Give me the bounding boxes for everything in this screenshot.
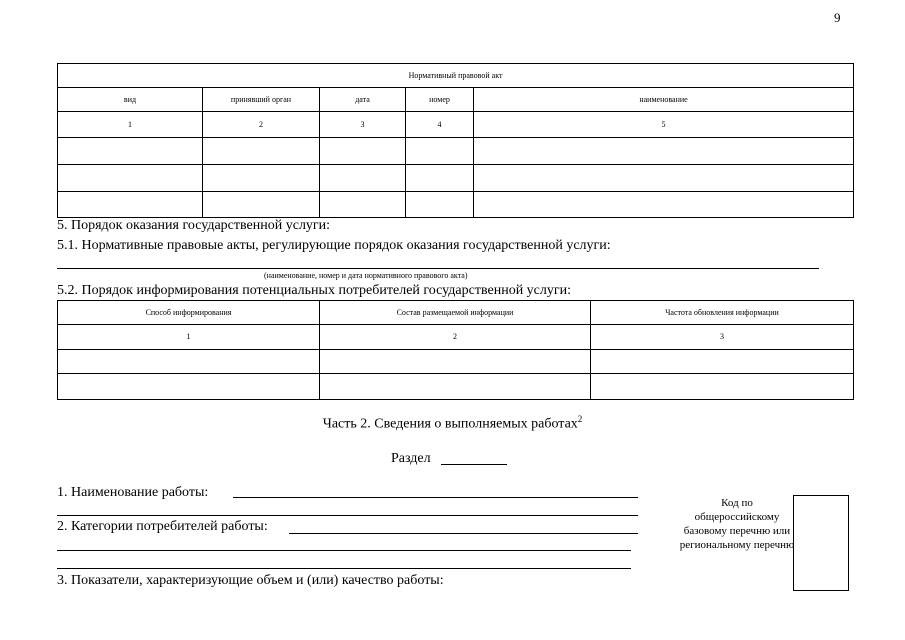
section-label: Раздел bbox=[391, 451, 431, 466]
empty-cell bbox=[474, 192, 854, 218]
code-label: Код по общероссийскому базовому перечню или региональному перечню bbox=[679, 497, 795, 551]
work-indicators-label: 3. Показатели, характеризующие объем и (или) качество работы: bbox=[57, 573, 444, 588]
section-5-2-text: 5.2. Порядок информирования потенциальных потребителей государственной услуги: bbox=[57, 283, 572, 298]
information-table bbox=[57, 300, 854, 400]
table-title: Нормативный правовой акт bbox=[58, 64, 854, 88]
column-number-row bbox=[58, 325, 854, 350]
section-5-1-text: 5.1. Нормативные правовые акты, регулирующие порядок оказания государственной услуги: bbox=[57, 238, 611, 253]
empty-cell bbox=[406, 165, 474, 192]
empty-cell bbox=[58, 350, 320, 374]
column-header: номер bbox=[406, 88, 474, 112]
column-number: 1 bbox=[58, 325, 320, 350]
table-header-row bbox=[58, 301, 854, 325]
table-title-row bbox=[58, 64, 854, 88]
empty-cell bbox=[591, 350, 854, 374]
table-row bbox=[58, 192, 854, 218]
empty-cell bbox=[591, 374, 854, 400]
column-header: вид bbox=[58, 88, 203, 112]
empty-cell bbox=[320, 192, 406, 218]
page-number: 9 bbox=[834, 10, 841, 25]
column-number: 4 bbox=[406, 112, 474, 138]
empty-cell bbox=[320, 374, 591, 400]
work-name-label: 1. Наименование работы: bbox=[57, 485, 209, 500]
table-row bbox=[58, 138, 854, 165]
section-number-line bbox=[441, 464, 507, 465]
empty-cell bbox=[58, 374, 320, 400]
work-consumers-label: 2. Категории потребителей работы: bbox=[57, 519, 268, 534]
table-row bbox=[58, 350, 854, 374]
table-row bbox=[58, 374, 854, 400]
column-header: наименование bbox=[474, 88, 854, 112]
field-caption: (наименование, номер и дата нормативного правового акта) bbox=[264, 271, 468, 280]
column-number: 3 bbox=[320, 112, 406, 138]
empty-cell bbox=[320, 165, 406, 192]
column-number-row bbox=[58, 112, 854, 138]
empty-cell bbox=[203, 192, 320, 218]
normative-act-table bbox=[57, 63, 854, 218]
section-5-heading: 5. Порядок оказания государственной услуги: bbox=[57, 218, 331, 233]
table-header-row bbox=[58, 88, 854, 112]
empty-cell bbox=[58, 165, 203, 192]
empty-cell bbox=[406, 138, 474, 165]
fill-line bbox=[57, 550, 631, 551]
column-number: 3 bbox=[591, 325, 854, 350]
fill-line bbox=[57, 515, 638, 516]
column-header: дата bbox=[320, 88, 406, 112]
column-header: Способ информирования bbox=[58, 301, 320, 325]
fill-line bbox=[57, 268, 819, 269]
empty-cell bbox=[203, 138, 320, 165]
empty-cell bbox=[320, 350, 591, 374]
work-consumers-line bbox=[289, 533, 638, 534]
empty-cell bbox=[474, 165, 854, 192]
empty-cell bbox=[474, 138, 854, 165]
part-2-title-text: Часть 2. Сведения о выполняемых работах bbox=[322, 416, 578, 432]
code-input-box[interactable] bbox=[793, 495, 849, 591]
empty-cell bbox=[58, 138, 203, 165]
fill-line bbox=[57, 568, 631, 569]
empty-cell bbox=[406, 192, 474, 218]
footnote-marker: 2 bbox=[577, 414, 583, 424]
column-number: 2 bbox=[320, 325, 591, 350]
part-2-title bbox=[0, 414, 905, 433]
empty-cell bbox=[203, 165, 320, 192]
table-row bbox=[58, 165, 854, 192]
empty-cell bbox=[58, 192, 203, 218]
column-number: 2 bbox=[203, 112, 320, 138]
column-header: Состав размещаемой информации bbox=[320, 301, 591, 325]
column-number: 1 bbox=[58, 112, 203, 138]
work-name-line bbox=[233, 497, 638, 498]
column-header: Частота обновления информации bbox=[591, 301, 854, 325]
column-number: 5 bbox=[474, 112, 854, 138]
empty-cell bbox=[320, 138, 406, 165]
column-header: принявший орган bbox=[203, 88, 320, 112]
